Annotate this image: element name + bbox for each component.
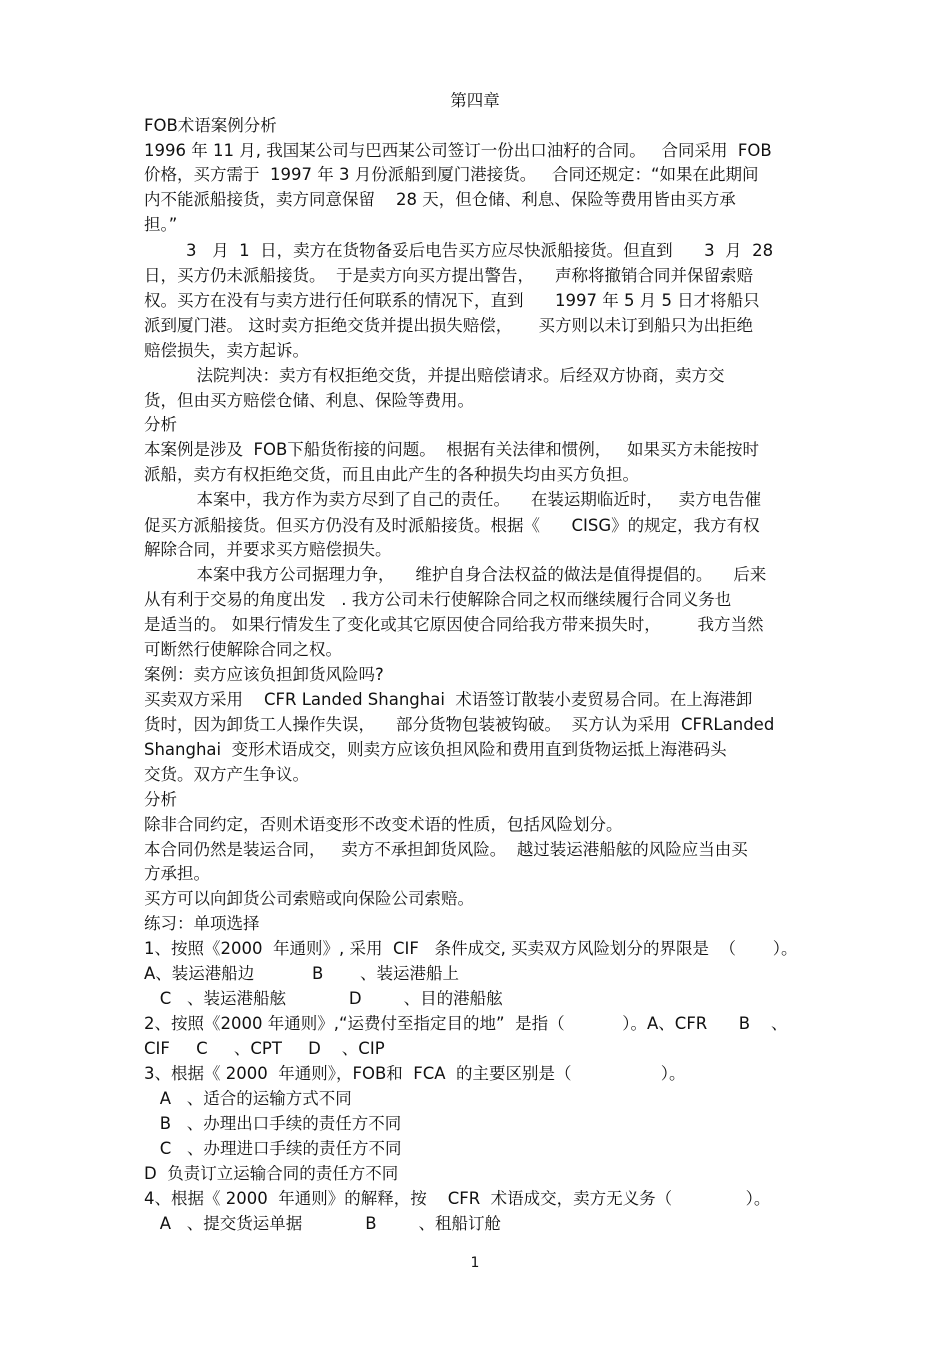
option-line: A、装运港船边 B 、装运港船上 (144, 964, 460, 983)
text-line: 买方可以向卸货公司索赔或向保险公司索赔。 (144, 889, 474, 908)
text-line: 担。” (144, 215, 178, 234)
option-line: B 、办理出口手续的责任方不同 (144, 1114, 402, 1133)
text-line: 本合同仍然是装运合同， 卖方不承担卸货风险。 越过装运港船舷的风险应当由买 (144, 840, 748, 859)
text-line: 本案中，我方作为卖方尽到了自己的责任。 在装运期临近时， 卖方电告催 (144, 490, 762, 509)
option-line: A 、提交货运单据 B 、租船订舱 (144, 1214, 501, 1233)
question-line: 1、按照《2000 年通则》, 采用 CIF 条件成交, 买卖双方风险划分的界限是 （ ）。 (144, 939, 798, 958)
text-line: 权。买方在没有与卖方进行任何联系的情况下，直到 1997 年 5 月 5 日才将船只 (144, 291, 760, 310)
text-line: FOB术语案例分析 (144, 116, 277, 135)
text-line: 货，但由买方赔偿仓储、利息、保险等费用。 (144, 391, 474, 410)
text-line: 交货。双方产生争议。 (144, 765, 309, 784)
option-line: C 、装运港船舷 D 、目的港船舷 (144, 989, 503, 1008)
question-line: 3、根据《 2000 年通则》，FOB和 FCA 的主要区别是（ ）。 (144, 1064, 686, 1083)
text-line: 解除合同，并要求买方赔偿损失。 (144, 540, 392, 559)
chapter-title: 第四章 (450, 91, 500, 110)
text-line: 法院判决：卖方有权拒绝交货，并提出赔偿请求。后经双方协商，卖方交 (144, 366, 725, 385)
option-line: C 、办理进口手续的责任方不同 (144, 1139, 402, 1158)
text-line: 买卖双方采用 CFR Landed Shanghai 术语签订散装小麦贸易合同。在上海港卸 (144, 690, 753, 709)
text-line: 方承担。 (144, 864, 210, 883)
text-line: 价格，买方需于 1997 年 3 月份派船到厦门港接货。 合同还规定：“如果在此期间 (144, 165, 759, 184)
text-line: 内不能派船接货，卖方同意保留 28 天，但仓储、利息、保险等费用皆由买方承 (144, 190, 736, 209)
question-line: 4、根据《 2000 年通则》的解释，按 CFR 术语成交，卖方无义务（ ）。 (144, 1189, 771, 1208)
section-heading: 分析 (144, 790, 177, 809)
page-number: 1 (470, 1255, 480, 1271)
text-line: 从有利于交易的角度出发 . 我方公司未行使解除合同之权而继续履行合同义务也 (144, 590, 732, 609)
text-line: 本案中我方公司据理力争， 维护自身合法权益的做法是值得提倡的。 后来 (144, 565, 767, 584)
text-line: 日，买方仍未派船接货。 于是卖方向买方提出警告， 声称将撤销合同并保留索赔 (144, 266, 753, 285)
option-line: A 、适合的运输方式不同 (144, 1089, 352, 1108)
option-line: CIF C 、CPT D 、CIP (144, 1039, 385, 1058)
text-line: 促买方派船接货。但买方仍没有及时派船接货。根据《 CISG》的规定，我方有权 (144, 516, 760, 535)
section-heading: 练习：单项选择 (144, 914, 260, 933)
section-heading: 分析 (144, 415, 177, 434)
text-line: 派船，卖方有权拒绝交货，而且由此产生的各种损失均由买方负担。 (144, 465, 639, 484)
text-line: 是适当的。 如果行情发生了变化或其它原因使合同给我方带来损失时， 我方当然 (144, 615, 764, 634)
text-line: 可断然行使解除合同之权。 (144, 640, 342, 659)
question-line: 2、按照《2000 年通则》,“运费付至指定目的地” 是指（ ）。A、CFR B 、 (144, 1014, 788, 1033)
text-line: 3 月 1 日，卖方在货物备妥后电告买方应尽快派船接货。但直到 3 月 28 (144, 241, 774, 260)
text-line: 货时，因为卸货工人操作失误， 部分货物包装被钩破。 买方认为采用 CFRLanded (144, 715, 775, 734)
option-line: D 负责订立运输合同的责任方不同 (144, 1164, 399, 1183)
text-line: 除非合同约定，否则术语变形不改变术语的性质，包括风险划分。 (144, 815, 623, 834)
section-heading: 案例：卖方应该负担卸货风险吗? (144, 665, 384, 684)
text-line: 赔偿损失，卖方起诉。 (144, 341, 309, 360)
text-line: Shanghai 变形术语成交，则卖方应该负担风险和费用直到货物运抵上海港码头 (144, 740, 727, 759)
text-line: 本案例是涉及 FOB下船货衔接的问题。 根据有关法律和惯例， 如果买方未能按时 (144, 440, 760, 459)
text-line: 派到厦门港。 这时卖方拒绝交货并提出损失赔偿， 买方则以未订到船只为出拒绝 (144, 316, 753, 335)
text-line: 1996 年 11 月, 我国某公司与巴西某公司签订一份出口油籽的合同。 合同采用 FOB (144, 141, 772, 160)
